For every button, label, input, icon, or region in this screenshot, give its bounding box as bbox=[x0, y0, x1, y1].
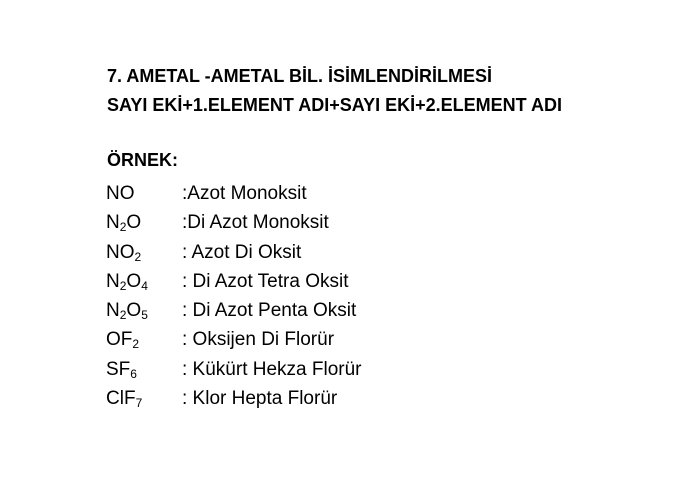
example-label: ÖRNEK: bbox=[107, 150, 178, 170]
heading-rule: SAYI EKİ+1.ELEMENT ADI+SAYI EKİ+2.ELEMENT ADI bbox=[107, 95, 562, 115]
heading-title: 7. AMETAL -AMETAL BİL. İSİMLENDİRİLMESİ bbox=[107, 66, 492, 86]
compound-name: : Kükürt Hekza Florür bbox=[182, 358, 362, 380]
compound-row bbox=[106, 179, 362, 208]
formula-subscript: 2 bbox=[132, 337, 140, 352]
compound-row bbox=[106, 384, 362, 413]
compound-row bbox=[106, 355, 362, 384]
formula-subscript: 4 bbox=[141, 278, 148, 293]
compound-formula: NO bbox=[106, 183, 135, 204]
compound-row bbox=[106, 238, 362, 267]
compound-name: : Di Azot Penta Oksit bbox=[182, 300, 357, 322]
compound-formula: $N_2O_4$ bbox=[106, 270, 148, 293]
formula-subscript: 2 bbox=[119, 308, 127, 323]
compound-name: :Di Azot Monoksit bbox=[182, 212, 329, 234]
compound-name: : Oksijen Di Florür bbox=[182, 329, 335, 351]
compound-formula: ClF$_7$ bbox=[106, 388, 143, 411]
compound-formula: $OF_2$ bbox=[106, 329, 140, 352]
compound-name: :Azot Monoksit bbox=[182, 183, 307, 204]
compound-formula: $N_2O$ bbox=[106, 212, 142, 235]
formula-subscript: 6 bbox=[130, 366, 137, 381]
compound-name: : Klor Hepta Florür bbox=[182, 388, 338, 410]
compound-row bbox=[106, 296, 362, 325]
compound-list bbox=[106, 179, 362, 413]
compound-name: : Azot Di Oksit bbox=[182, 241, 302, 263]
formula-subscript: 5 bbox=[141, 308, 148, 323]
compound-formula: $N_2O_5$ bbox=[106, 300, 148, 323]
formula-subscript: 7 bbox=[135, 396, 143, 411]
formula-subscript: 2 bbox=[134, 249, 142, 264]
compound-row bbox=[106, 267, 362, 296]
formula-subscript: 2 bbox=[119, 220, 127, 235]
compound-formula: $NO_2$ bbox=[106, 241, 142, 264]
compound-row bbox=[106, 208, 362, 237]
compound-row bbox=[106, 325, 362, 354]
compound-name: : Di Azot Tetra Oksit bbox=[182, 270, 349, 292]
compound-formula: $SF_6$ bbox=[106, 358, 137, 381]
formula-subscript: 2 bbox=[119, 278, 127, 293]
